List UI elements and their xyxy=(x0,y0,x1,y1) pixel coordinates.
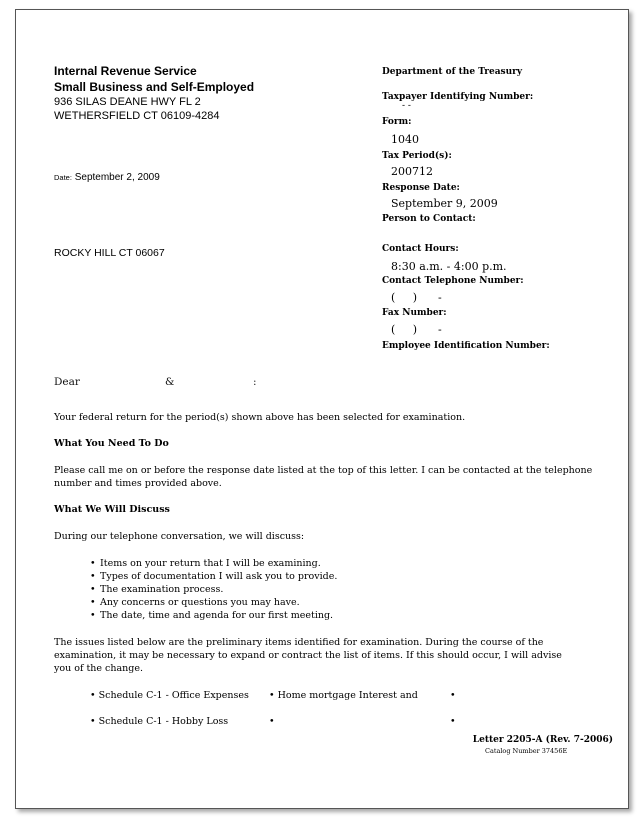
issue-item: • Schedule C-1 - Hobby Loss xyxy=(90,716,229,727)
issue-item: • xyxy=(450,716,456,727)
form-label: Form: xyxy=(382,117,412,127)
dept-heading: Department of the Treasury xyxy=(382,67,523,77)
section-what-you-need-line1: Please call me on or before the response date listed at the top of this letter. I can be contacted at the telephone xyxy=(54,465,593,476)
sender-street: 936 SILAS DEANE HWY FL 2 xyxy=(54,96,201,108)
response-date-value: September 9, 2009 xyxy=(391,197,498,210)
sender-agency: Internal Revenue Service xyxy=(54,64,197,78)
greeting-colon: : xyxy=(253,376,257,388)
greeting-dear: Dear xyxy=(54,376,80,388)
contact-hours-label: Contact Hours: xyxy=(382,244,459,254)
section-what-you-need-heading: What You Need To Do xyxy=(54,438,169,449)
issue-item: • xyxy=(450,690,456,701)
tin-value: - - xyxy=(402,101,411,111)
list-item: • Any concerns or questions you may have. xyxy=(90,596,337,609)
form-value: 1040 xyxy=(391,133,419,146)
response-date-label: Response Date: xyxy=(382,183,460,193)
period-label: Tax Period(s): xyxy=(382,151,452,161)
fax-label: Fax Number: xyxy=(382,308,447,318)
list-item: • The date, time and agenda for our first meeting. xyxy=(90,609,337,622)
fax-value: ( ) - xyxy=(391,323,442,336)
issue-item: • Home mortgage Interest and xyxy=(269,690,418,701)
list-item: • Types of documentation I will ask you to provide. xyxy=(90,570,337,583)
date-line xyxy=(54,172,160,183)
sender-division: Small Business and Self-Employed xyxy=(54,80,255,94)
date-label: Date: xyxy=(54,173,72,182)
list-item: • The examination process. xyxy=(90,583,337,596)
issues-line2: examination, it may be necessary to expand or contract the list of items. If this should occur, I will advise xyxy=(54,650,562,661)
intro-text: Your federal return for the period(s) shown above has been selected for examination. xyxy=(54,412,466,423)
discuss-intro: During our telephone conversation, we will discuss: xyxy=(54,531,305,542)
issue-item: • Schedule C-1 - Office Expenses xyxy=(90,690,249,701)
list-item: • Items on your return that I will be examining. xyxy=(90,557,337,570)
phone-value: ( ) - xyxy=(391,291,442,304)
sender-city: WETHERSFIELD CT 06109-4284 xyxy=(54,110,220,122)
letter-number: Letter 2205-A (Rev. 7-2006) xyxy=(472,735,613,745)
tin-label: Taxpayer Identifying Number: xyxy=(382,92,534,102)
issue-item: • xyxy=(269,716,275,727)
issues-line3: you of the change. xyxy=(54,663,144,674)
recipient-city: ROCKY HILL CT 06067 xyxy=(54,247,165,259)
phone-label: Contact Telephone Number: xyxy=(382,276,524,286)
letter-page xyxy=(15,9,629,809)
employee-id-label: Employee Identification Number: xyxy=(382,341,550,351)
issues-line1: The issues listed below are the preliminary items identified for examination. During the course of the xyxy=(54,637,544,648)
period-value: 200712 xyxy=(391,165,433,178)
contact-hours-value: 8:30 a.m. - 4:00 p.m. xyxy=(391,260,507,273)
date-value: September 2, 2009 xyxy=(74,172,160,183)
catalog-number: Catalog Number 37456E xyxy=(485,747,568,755)
section-what-we-discuss-heading: What We Will Discuss xyxy=(54,504,170,515)
greeting-ampersand: & xyxy=(165,376,175,388)
discuss-list xyxy=(90,557,337,622)
section-what-you-need-line2: number and times provided above. xyxy=(54,478,222,489)
person-contact-label: Person to Contact: xyxy=(382,214,476,224)
